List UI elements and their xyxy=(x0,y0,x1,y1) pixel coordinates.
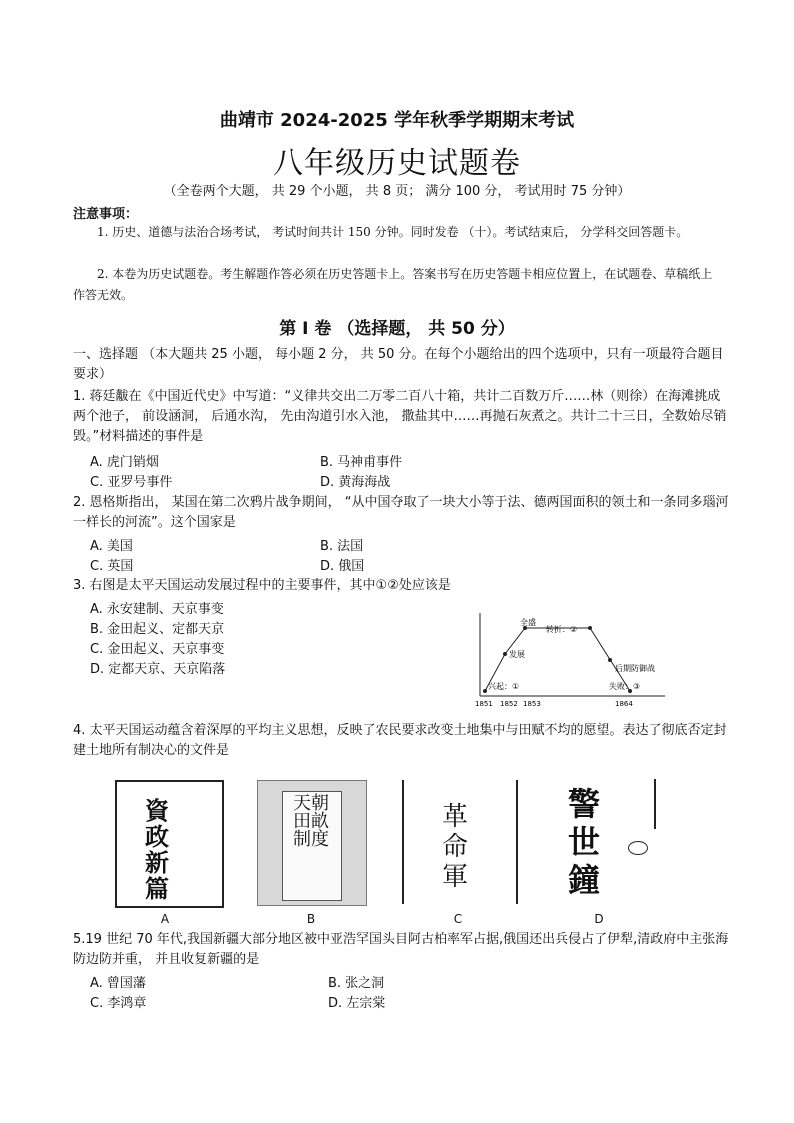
q4-image-c xyxy=(402,780,518,904)
figure-point xyxy=(503,652,507,656)
q2-option-c: C. 英国 xyxy=(90,559,134,574)
figure-label-fail: 失败：③ xyxy=(609,682,641,691)
question-3-stem: 3. 右图是太平天国运动发展过程中的主要事件，其中①②处应该是 xyxy=(73,578,451,593)
q3-option-c: C. 金田起义、天京事变 xyxy=(90,642,225,657)
figure-tick-1852: 1852 xyxy=(500,700,518,708)
q4-image-b xyxy=(257,780,367,906)
q2-option-a: A. 美国 xyxy=(90,539,133,554)
exam-title: 八年级历史试题卷 xyxy=(273,146,521,181)
q2-option-b: B. 法国 xyxy=(320,539,364,554)
taiping-timeline-figure xyxy=(470,608,670,710)
q4-image-a xyxy=(115,780,224,908)
q4-image-b-title: 天朝田畝制度 xyxy=(293,793,329,850)
q4-image-d-title: 警世鐘 xyxy=(568,785,601,899)
section-intro: 一、选择题 （本大题共 25 小题， 每小题 2 分， 共 50 分。在每个小题给出的四个选项中，只有一项最符合题目要求） xyxy=(73,347,724,382)
figure-tick-1853: 1853 xyxy=(523,700,541,708)
q5-option-d: D. 左宗棠 xyxy=(328,996,386,1011)
q1-option-a: A. 虎门销烟 xyxy=(90,455,159,470)
q1-option-d: D. 黄海海战 xyxy=(320,475,391,490)
figure-label-peak: 全盛 xyxy=(520,618,536,627)
q4-label-b: B xyxy=(306,912,316,926)
notes-title: 注意事项： xyxy=(73,207,139,222)
figure-label-late-defense: 后期防御战 xyxy=(615,664,655,673)
figure-point xyxy=(483,689,487,693)
q3-option-a: A. 永安建制、天京事变 xyxy=(90,602,224,617)
seal-icon xyxy=(628,841,648,855)
q4-label-d: D xyxy=(594,912,604,926)
q4-label-a: A xyxy=(160,912,170,926)
q3-option-d: D. 定都天京、天京陷落 xyxy=(90,662,226,677)
figure-point xyxy=(608,658,612,662)
question-5-stem: 5.19 世纪 70 年代,我国新疆大部分地区被中亚浩罕国头目阿古柏率军占据,俄国还出兵侵占了伊犁,清政府中主张海防边防并重， 并且收复新疆的是 xyxy=(73,932,729,967)
q5-option-a: A. 曾国藩 xyxy=(90,976,146,991)
exam-meta: （全卷两个大题， 共 29 个小题， 共 8 页； 满分 100 分， 考试用时 75 分钟） xyxy=(163,184,631,199)
figure-label-rise: 兴起：① xyxy=(488,682,520,691)
question-4-stem: 4. 太平天国运动蕴含着深厚的平均主义思想，反映了农民要求改变土地集中与田赋不均的愿望。表达了彻底否定封建土地所有制决心的文件是 xyxy=(73,723,727,758)
q4-label-c: C xyxy=(453,912,463,926)
exam-header-line1: 曲靖市 2024-2025 学年秋季学期期末考试 xyxy=(219,110,575,131)
q5-option-c: C. 李鸿章 xyxy=(90,996,147,1011)
figure-label-turn: 转折：② xyxy=(546,625,578,634)
figure-label-develop: 发展 xyxy=(509,650,525,659)
q3-option-b: B. 金田起义、定都天京 xyxy=(90,622,225,637)
q1-option-c: C. 亚罗号事件 xyxy=(90,475,173,490)
q4-image-a-title: 資政新篇 xyxy=(145,796,169,903)
question-2-stem: 2. 恩格斯指出， 某国在第二次鸦片战争期间， “从中国夺取了一块大小等于法、德两国面积的领土和一条同多瑙河一样长的河流”。这个国家是 xyxy=(73,495,729,530)
note-item-1: 1. 历史、道德与法治合场考试， 考试时间共计 150 分钟。同时发卷 （十）。考试结束后， 分学科交回答题卡。 xyxy=(97,225,689,239)
q5-option-b: B. 张之洞 xyxy=(328,976,385,991)
q4-image-d xyxy=(540,775,662,903)
q1-option-b: B. 马神甫事件 xyxy=(320,455,403,470)
figure-point xyxy=(588,626,592,630)
figure-tick-1864: 1864 xyxy=(615,700,633,708)
q4-image-c-title: 革命軍 xyxy=(442,802,469,892)
figure-tick-1851: 1851 xyxy=(475,700,493,708)
section-title: 第 Ⅰ 卷 （选择题， 共 50 分） xyxy=(279,319,515,339)
question-1-stem: 1. 蒋廷黻在《中国近代史》中写道：“义律共交出二万零二百八十箱，共计二百数万斤……林（则徐）在海滩挑成两个池子， 前设涵洞， 后通水沟， 先由沟道引水入池， 撒盐其中……再抛石灰煮之。共计二十三日，全数始尽销毁。”材料描述的事件是 xyxy=(73,389,727,444)
q2-option-d: D. 俄国 xyxy=(320,559,365,574)
note-item-2: 2. 本卷为历史试题卷。考生解题作答必须在历史答题卡上。答案书写在历史答题卡相应位置上，在试题卷、草稿纸上作答无效。 xyxy=(73,267,713,302)
